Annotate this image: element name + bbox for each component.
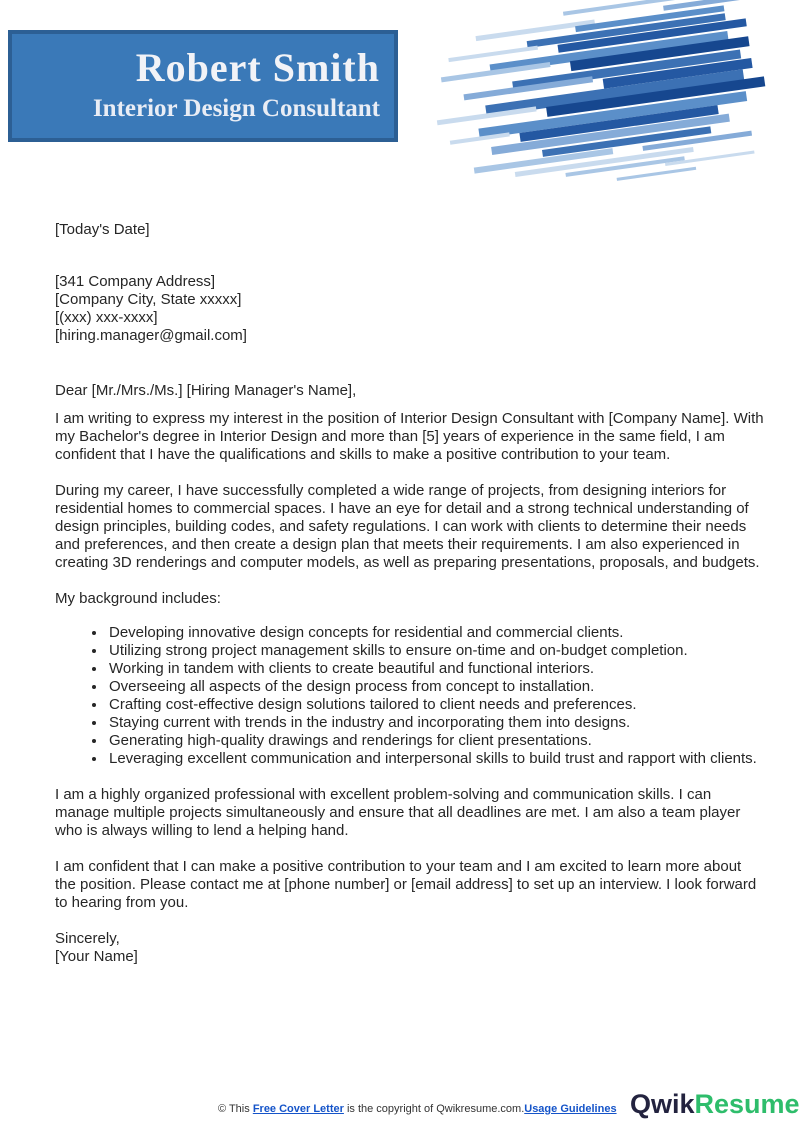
page-footer	[0, 1086, 800, 1132]
paragraph-skills: I am a highly organized professional with excellent problem-solving and communication skills. I can manage multiple projects simultaneously and ensure that all deadlines are met. I am also a team player who is always willing to lend a helping hand.	[55, 786, 741, 839]
bullet-item: • Crafting cost-effective design solutions tailored to client needs and preferences.	[107, 696, 765, 714]
background-bullet-list	[107, 624, 765, 768]
qwikresume-logo	[630, 1088, 800, 1120]
paragraph-closing: I am confident that I can make a positive contribution to your team and I am excited to learn more about the position. Please contact me at [phone number] or [email address] to set up an interview. I look forward to hearing from you.	[55, 858, 757, 911]
bullet-item: • Generating high-quality drawings and renderings for client presentations.	[107, 732, 765, 750]
copyright-middle: is the copyright of Qwikresume.com.	[343, 1103, 525, 1115]
salutation: Dear [Mr./Mrs./Ms.] [Hiring Manager's Name],	[55, 382, 357, 399]
usage-guidelines-link[interactable]: Usage Guidelines	[524, 1103, 617, 1115]
address-line: [341 Company Address]	[55, 273, 216, 290]
candidate-job-title: Interior Design Consultant	[92, 95, 380, 122]
signature-placeholder: [Your Name]	[55, 948, 138, 965]
address-line: [Company City, State xxxxx]	[55, 291, 242, 308]
address-line: [hiring.manager@gmail.com]	[55, 327, 247, 344]
bullet-item: • Developing innovative design concepts for residential and commercial clients.	[107, 624, 765, 642]
header-name-plate	[8, 30, 398, 142]
bullet-item: • Working in tandem with clients to create beautiful and functional interiors.	[107, 660, 765, 678]
address-line: [(xxx) xxx-xxxx]	[55, 309, 158, 326]
free-cover-letter-link[interactable]: Free Cover Letter	[252, 1103, 344, 1115]
signoff	[55, 930, 765, 966]
signoff-word: Sincerely,	[55, 930, 120, 947]
candidate-name: Robert Smith	[135, 45, 380, 90]
bullet-item: • Staying current with trends in the industry and incorporating them into designs.	[107, 714, 765, 732]
bullet-item: • Utilizing strong project management skills to ensure on-time and on-budget completion.	[107, 642, 765, 660]
logo-resume-text: Resume	[694, 1089, 800, 1119]
paragraph-experience: During my career, I have successfully completed a wide range of projects, from designing interiors for residential homes to commercial spaces. I have an eye for detail and a strong technical understanding of design principles, building codes, and safety regulations. I can work with clients to determine their needs and preferences, and then create a design plan that meets their requirements. I am also experienced in creating 3D renderings and computer models, as well as preparing presentations, proposals, and budgets.	[55, 482, 760, 571]
background-intro: My background includes:	[55, 590, 221, 607]
bullet-item: • Overseeing all aspects of the design process from concept to installation.	[107, 678, 765, 696]
copyright-prefix: © This	[218, 1103, 253, 1115]
bullet-item: • Leveraging excellent communication and interpersonal skills to build trust and rapport with clients.	[107, 750, 765, 768]
date-line: [Today's Date]	[55, 221, 150, 238]
letter-body	[55, 221, 765, 966]
logo-qwik-text: Qwik	[630, 1089, 695, 1119]
paragraph-intro: I am writing to express my interest in the position of Interior Design Consultant with [Company Name]. With my Bachelor's degree in Interior Design and more than [5] years of experience in the same field, I am confident that I have the qualifications and skills to make a positive contribution to your team.	[55, 410, 764, 463]
copyright-line	[218, 1102, 617, 1116]
abstract-streaks-graphic	[425, 0, 795, 190]
address-block	[55, 273, 765, 345]
